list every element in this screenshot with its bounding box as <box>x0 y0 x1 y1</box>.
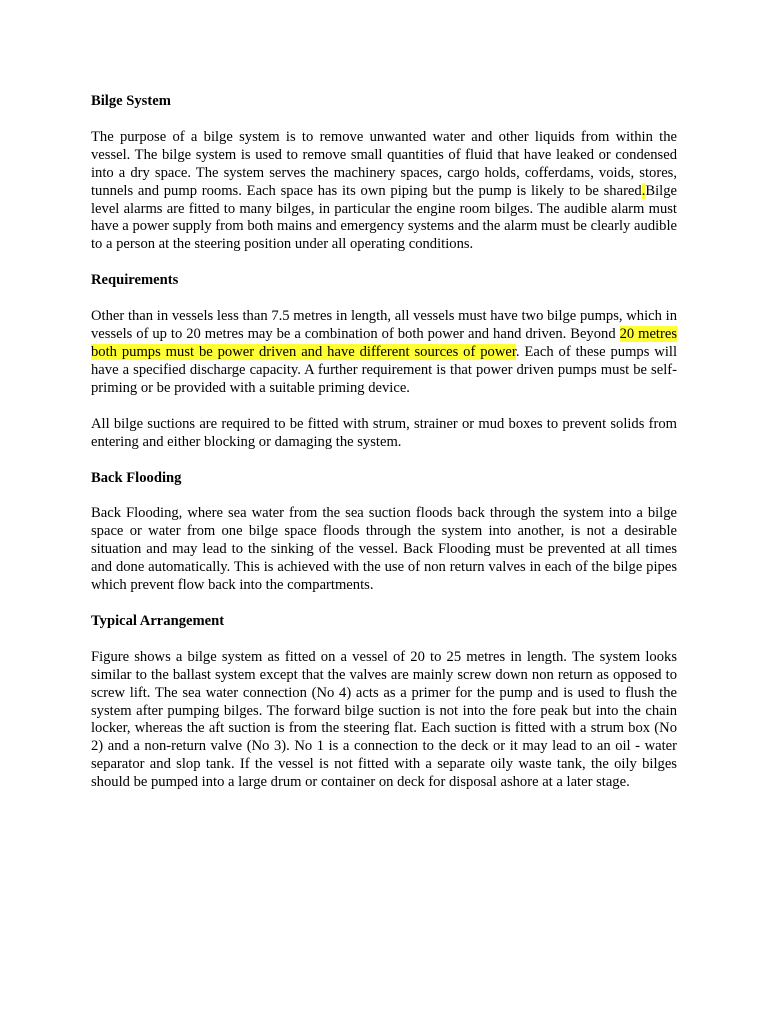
paragraph-text: Bilge level alarms are fitted to many bilges, in particular the engine room bilges. The audible alarm must have a power supply from both mains and emergency systems and the alarm must be clearly audible to a person at the steering position under all operating conditions. <box>91 182 677 253</box>
paragraph-text: . Each of these pumps will have a specified discharge capacity. A further requirement is that power driven pumps must be self-priming or be provided with a suitable priming device. <box>91 343 678 396</box>
section-heading-typical-arrangement: Typical Arrangement <box>91 612 225 629</box>
highlighted-period: . <box>641 182 646 199</box>
document-page <box>91 93 677 810</box>
paragraph-text: The purpose of a bilge system is to remove unwanted water and other liquids from within the vessel. The bilge system is used to remove small quantities of fluid that have leaked or condensed into a dry space. The system serves the machinery spaces, cargo holds, cofferdams, voids, stores, tunnels and pump rooms. Each space has its own piping but the pump is likely to be shared <box>91 128 677 199</box>
paragraph-requirements-suctions: All bilge suctions are required to be fitted with strum, strainer or mud boxes to prevent solids from entering and either blocking or damaging the system. <box>91 415 677 450</box>
paragraph-back-flooding: Back Flooding, where sea water from the sea suction floods back through the system into a bilge space or water from one bilge space floods through the system into another, is not a desirable situation and may lead to the sinking of the vessel. Back Flooding must be prevented at all times and done automatically. This is achieved with the use of non return valves in each of the bilge pipes which prevent flow back into the compartments. <box>91 505 677 594</box>
highlighted-text: 20 metres both pumps must be power driven and have different sources of power <box>91 326 677 360</box>
section-heading-bilge-system: Bilge System <box>91 93 171 109</box>
paragraph-typical-arrangement: Figure shows a bilge system as fitted on a vessel of 20 to 25 metres in length. The system looks similar to the ballast system except that the valves are mainly screw down non return as opposed to screw lift. The sea water connection (No 4) acts as a primer for the pump and is used to flush the system after pumping bilges. The forward bilge suction is not into the fore peak but into the chain locker, whereas the aft suction is from the steering flat. Each suction is fitted with a strum box (No 2) and a non-return valve (No 3). No 1 is a connection to the deck or it may lead to an oil - water separator and slop tank. If the vessel is not fitted with a separate oily waste tank, the oily bilges should be pumped into a large drum or container on deck for disposal ashore at a later stage. <box>91 648 677 791</box>
paragraph-text: Other than in vessels less than 7.5 metres in length, all vessels must have two bilge pumps, which in vessels of up to 20 metres may be a combination of both power and hand driven. Beyond <box>91 308 677 343</box>
paragraph-bilge-system-purpose <box>91 129 677 254</box>
paragraph-requirements-pumps <box>91 308 677 398</box>
section-heading-back-flooding: Back Flooding <box>91 469 182 486</box>
section-heading-requirements: Requirements <box>91 272 179 289</box>
